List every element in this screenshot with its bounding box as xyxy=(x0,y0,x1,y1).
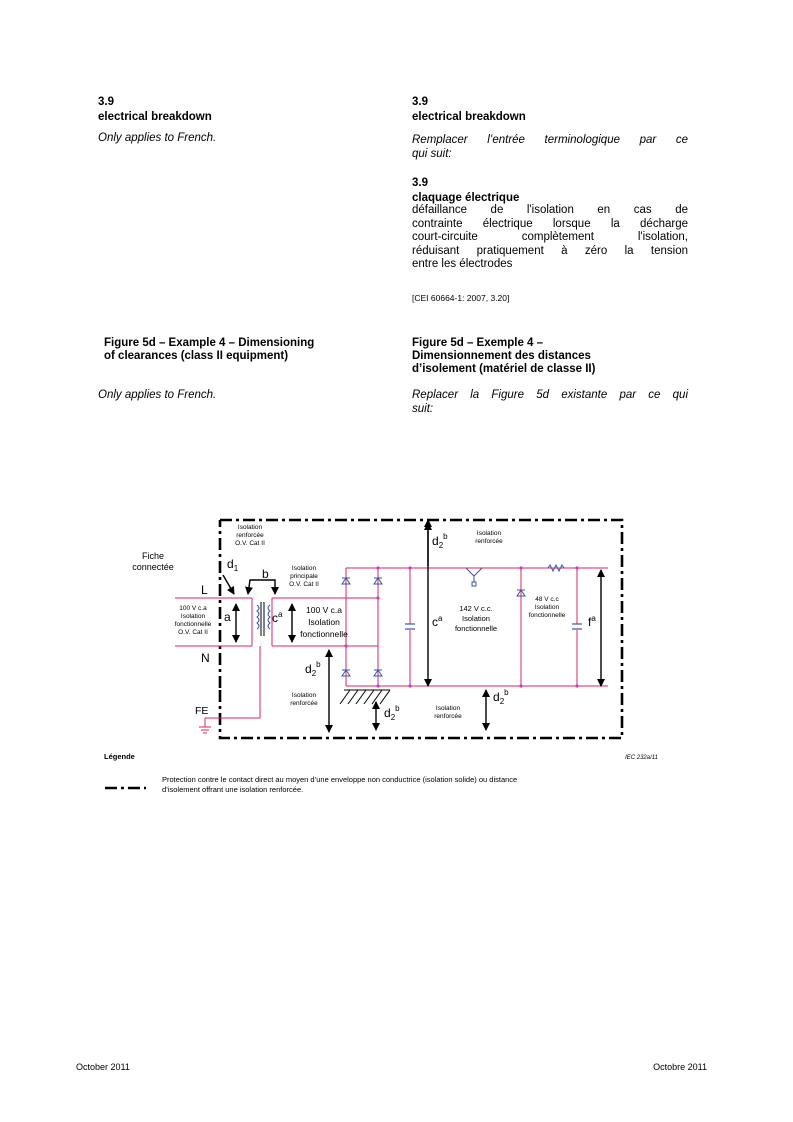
iso-renf-topright-2: renforcée xyxy=(475,538,503,545)
figure-note-fr-1: Replacer la Figure 5d existante par ce qui xyxy=(412,389,688,401)
footer-date-fr: Octobre 2011 xyxy=(653,1062,707,1072)
label-c-mid: $c^a$ xyxy=(432,614,443,629)
dc-block-1: 142 V c.c. xyxy=(459,604,493,613)
iso-renf-bottom-1: Isolation xyxy=(435,705,461,712)
clause-note-en: Only applies to French. xyxy=(98,132,217,144)
left-block-3: fonctionnelle xyxy=(174,621,212,628)
figure-title-fr-1: Figure 5d – Exemple 4 – xyxy=(412,337,544,349)
clause-number-fr: 3.9 xyxy=(412,96,428,108)
iso-renf-bottom-2: renforcée xyxy=(434,713,462,720)
iso-renf-left-2: renforcée xyxy=(290,700,318,707)
out-block-2: Isolation xyxy=(534,604,560,611)
iso-renf-top-2: renforcée xyxy=(236,532,264,539)
new-clause-term: claquage électrique xyxy=(412,192,520,204)
iso-princ-1: Isolation xyxy=(291,565,317,572)
transistor xyxy=(466,568,482,586)
label-d1: $d_1$ xyxy=(227,557,239,573)
label-d2-left: $d_2^b$ xyxy=(305,660,321,678)
iso-renf-top-1: Isolation xyxy=(237,524,263,531)
label-c-left: $c^a$ xyxy=(272,610,283,625)
enclosure-boundary xyxy=(220,520,622,738)
definition-line-5: entre les électrodes xyxy=(412,258,513,270)
label-b: b xyxy=(262,567,269,581)
iso-renf-top-3: O.V. Cat II xyxy=(235,540,265,547)
legend-text-1: Protection contre le contact direct au moyen d’une enveloppe non conductrice (isolation solide) ou distance xyxy=(162,775,518,784)
label-a: a xyxy=(224,610,231,624)
label-L: L xyxy=(201,583,208,597)
clause-number-en: 3.9 xyxy=(98,96,114,108)
label-N: N xyxy=(201,651,210,665)
out-block-3: fonctionnelle xyxy=(528,612,566,619)
legend-text-2: d’isolement offrant une isolation renforcée. xyxy=(162,785,304,794)
hatched-ground xyxy=(340,690,390,704)
definition-line-2: contrainte électrique lorsque la décharge xyxy=(412,217,688,230)
iso-princ-3: O.V. Cat II xyxy=(289,581,319,588)
out-block-1: 48 V c.c xyxy=(535,596,559,603)
iso-princ-2: principale xyxy=(290,573,318,580)
figure-title-fr-3: d’isolement (matériel de classe II) xyxy=(412,363,596,375)
label-f: $f^a$ xyxy=(588,614,596,629)
figure-note-en: Only applies to French. xyxy=(98,389,217,401)
clause-term-fr: electrical breakdown xyxy=(412,111,526,123)
left-block-4: O.V. Cat II xyxy=(178,629,208,636)
label-d2-bottom: $d_2^b$ xyxy=(493,688,509,706)
instruction-fr-1: Remplacer l’entrée terminologique par ce xyxy=(412,134,688,146)
mid-block-2: Isolation xyxy=(308,617,340,627)
definition-line-1: défaillance de l'isolation en cas de xyxy=(412,204,688,216)
footer-date-en: October 2011 xyxy=(76,1062,130,1072)
label-FE: FE xyxy=(195,705,209,717)
mid-block-3: fonctionnelle xyxy=(300,629,348,639)
fiche-label-1: Fiche xyxy=(141,551,165,561)
iso-renf-left-1: Isolation xyxy=(291,692,317,699)
fiche-label-2: connectée xyxy=(132,562,174,572)
definition-line-3: court-circuite complètement l'isolation, xyxy=(412,231,688,243)
dc-block-2: Isolation xyxy=(462,614,490,623)
figure-title-en-2: of clearances (class II equipment) xyxy=(104,350,289,362)
iso-renf-topright-1: Isolation xyxy=(476,530,502,537)
left-block-1: 100 V c.a xyxy=(179,605,207,612)
instruction-fr-2: qui suit: xyxy=(412,148,452,160)
dc-block-3: fonctionnelle xyxy=(454,624,498,633)
definition-line-4: réduisant pratiquement à zéro la tension xyxy=(412,244,688,257)
clause-term-en: electrical breakdown xyxy=(98,111,212,123)
left-block-2: Isolation xyxy=(180,613,206,620)
figure-title-en-1: Figure 5d – Example 4 – Dimensioning xyxy=(104,337,315,349)
figure-note-fr-2: suit: xyxy=(412,403,434,415)
iec-reference: IEC 232a/11 xyxy=(625,755,658,761)
figure-title-fr-2: Dimensionnement des distances xyxy=(412,350,591,362)
definition-source: [CEI 60664-1: 2007, 3.20] xyxy=(412,293,510,303)
transformer xyxy=(252,598,270,646)
new-clause-number: 3.9 xyxy=(412,177,428,189)
label-d2-ground: $d_2^b$ xyxy=(384,704,400,722)
mid-block-1: 100 V c.a xyxy=(306,605,342,615)
label-d2-top: $d_2^b$ xyxy=(432,532,448,550)
legend-title: Légende xyxy=(104,752,135,761)
